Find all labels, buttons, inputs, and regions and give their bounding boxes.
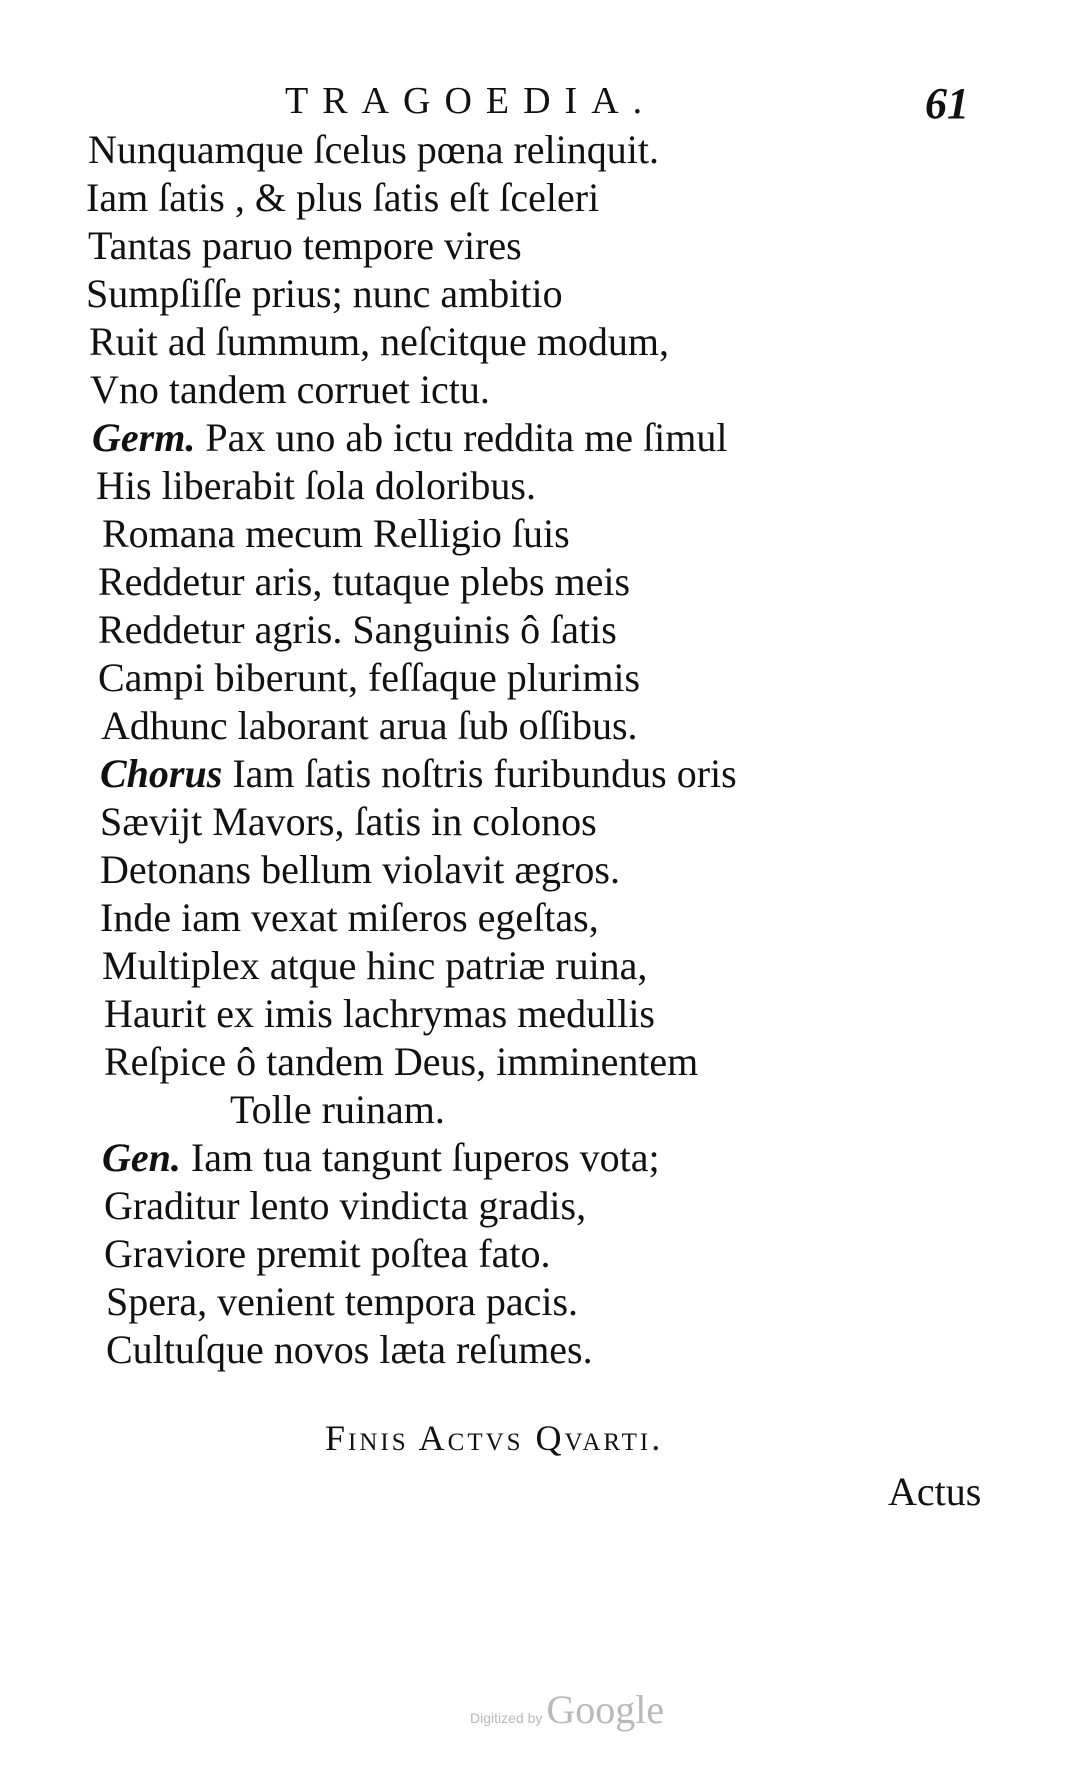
- speaker-name: Germ.: [92, 415, 196, 460]
- verse-line: [101, 703, 638, 748]
- google-logo-text: Google: [546, 1687, 665, 1732]
- verse-line: [104, 1183, 587, 1228]
- verse-text: Iam ſatis , & plus ſatis eſt ſceleri: [86, 175, 600, 220]
- verse-line: [88, 223, 522, 268]
- verse-text: His liberabit ſola doloribus.: [96, 463, 536, 508]
- verse-line: [98, 607, 617, 652]
- verse-text: Vno tandem corruet ictu.: [90, 367, 490, 412]
- speaker-name: Chorus: [100, 751, 223, 796]
- verse-text: Campi biberunt, feſſaque plurimis: [98, 655, 641, 700]
- verse-text: Adhunc laborant arua ſub oſſibus.: [101, 703, 638, 748]
- verse-text: Pax uno ab ictu reddita me ſimul: [205, 415, 728, 460]
- verse-text: Spera, venient tempora pacis.: [106, 1279, 579, 1324]
- verse-line: [86, 175, 600, 220]
- verse-text: Cultuſque novos læta reſumes.: [106, 1327, 593, 1372]
- verse-text: Iam tua tangunt ſuperos vota;: [190, 1135, 660, 1180]
- verse-text: Tolle ruinam.: [230, 1087, 445, 1132]
- verse-text: Reddetur aris, tutaque plebs meis: [98, 559, 631, 604]
- verse-line: [102, 1135, 660, 1180]
- verse-line: [90, 367, 490, 412]
- act-end-label: Finis Actvs Qvarti.: [325, 1418, 664, 1458]
- verse-text: Sumpſiſſe prius; nunc ambitio: [86, 271, 563, 316]
- verse-text: Sævijt Mavors, ſatis in colonos: [100, 799, 597, 844]
- verse-text: Graditur lento vindicta gradis,: [104, 1183, 587, 1228]
- page-number: 61: [925, 79, 969, 128]
- verse-line: [230, 1087, 445, 1132]
- verse-line: [106, 1279, 579, 1324]
- verse-line: [100, 895, 599, 940]
- verse-line: [104, 1039, 699, 1084]
- verse-text: Haurit ex imis lachrymas medullis: [104, 991, 655, 1036]
- verse-line: [106, 1327, 593, 1372]
- digitized-by-label: Digitized by: [470, 1710, 543, 1726]
- verse-text: Inde iam vexat miſeros egeſtas,: [100, 895, 599, 940]
- verse-text: Detonans bellum violavit ægros.: [100, 847, 620, 892]
- verse-text: Multiplex atque hinc patriæ ruina,: [102, 943, 648, 988]
- verse-text: Ruit ad ſummum, neſcitque modum,: [89, 319, 669, 364]
- verse-line: [86, 271, 563, 316]
- verse-text: Nunquamque ſcelus pœna relinquit.: [88, 127, 659, 172]
- speaker-name: Gen.: [102, 1135, 181, 1180]
- verse-text: Reſpice ô tandem Deus, imminentem: [104, 1039, 699, 1084]
- verse-line: [88, 127, 659, 172]
- verse-line: [104, 991, 655, 1036]
- verse-line: [98, 655, 641, 700]
- verse-line: [100, 799, 597, 844]
- verse-line: [89, 319, 669, 364]
- running-title: TRAGOEDIA.: [285, 80, 657, 122]
- verse-text: Romana mecum Relligio ſuis: [102, 511, 570, 556]
- verse-line: [100, 847, 620, 892]
- digitization-watermark: [470, 1687, 665, 1732]
- verse-line: [102, 511, 570, 556]
- verse-text: Iam ſatis noſtris furibundus oris: [232, 751, 737, 796]
- verse-line: [104, 1231, 551, 1276]
- verse-text: Reddetur agris. Sanguinis ô ſatis: [98, 607, 617, 652]
- verse-text: Graviore premit poſtea fato.: [104, 1231, 551, 1276]
- verse-line: [100, 751, 737, 796]
- verse-line: [96, 463, 536, 508]
- verse-line: [92, 415, 728, 460]
- verse-text: Tantas paruo tempore vires: [88, 223, 522, 268]
- verse-line: [98, 559, 631, 604]
- catchword: Actus: [888, 1469, 982, 1514]
- verse-line: [102, 943, 648, 988]
